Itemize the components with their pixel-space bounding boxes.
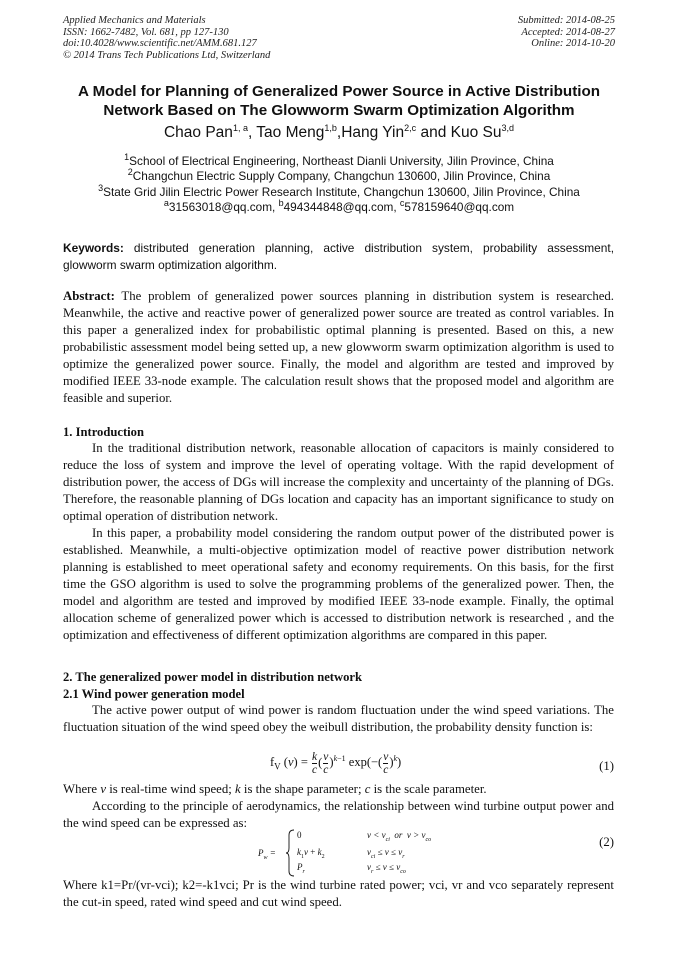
affiliation-3 [40,182,638,200]
title-line-2: Network Based on The Glowworm Swarm Optimization Algorithm [103,102,575,119]
where-paragraph-2 [63,877,614,911]
var-c: c [364,782,371,796]
affil-sup: 3 [98,182,104,193]
paper-page: Applied Mechanics and Materials ISSN: 1662-7482, Vol. 681, pp 127-130 doi:10.4028/www.scientific.net/AMM.681.127 © 2014 Trans Tech Publications Ltd, Switzerland Submitted: 2014-08-25 Accepted: 2014-08-27 Online: 2014-10-20 A Model for Planning of Generalized Power Source in Active Distribution Network Based on The Glowworm Swarm Optimization Algorithm Chao Pan$^{1, a}$, Tao Meng$^{1,b}$,Hang Yin$^{2,c}$ and Kuo Su$^{3,d}$ $^1$School of Electrical Engineering, Northeast Dianli University, Jilin Province, China $^2$Changchun Electric Supply Company, Changchun 130600, Jilin Province, China $^3$State Grid Jilin Electric Power Research Institute, Changchun 130600, Jilin Province, China $^a$31563018@qq.com, $^b$494344848@qq.com, $^c$578159640@qq.com Keywords: distributed generation planning, active distribution system, probability assessment, glowworm swarm optimization algorithm. Abstract: The problem of generalized power sources planning in distribution system is researched. Meanwhile, the active and reactive power of generalized power source are treated as control variables. In this paper a generalized index for probabilistic optimal planning is presented. Based on this, a new probabilistic assessment model being setted up, a new glowworm swarm optimization algorithm is used to optimize the generalized power source. Finally, the model and algorithm are tested and improved by modified IEEE 33-node example. The calculation result shows that the proposed model and algorithm are feasible and superior. 1. Introduction In the traditional distribution network, reasonable allocation of capacitors is mainly considered to reduce the loss of system and improve the level of operating voltage. With the rapid development of distribution power, the access of DGs will increase the complexity and uncertainty of the planning of DGs. Therefore, the reasonable planning of DGs location and capacity has an important significance to study on optimal operation of distribution network. In this paper, a probability model considering the random output power of the distributed power is established. Meanwhile, a multi-objective optimization model of reactive power distribution network planning is established to meet operational safety and economy requirements. On this basis, for the first time the GSO algorithm is used to solve the programming problems of the generalized power. Then, the model and algorithm are tested and improved by modified IEEE 33-node example. Finally, the optimal allocation scheme of generalized power which is accessed to distribution network is researched , and the optimization and effectiveness of different optimization algorithms are compared in this paper. 2. The generalized power model in distribution network 2.1 Wind power generation model The active power output of wind power is random fluctuation under the wind speed variations. The fluctuation situation of the wind speed obey the weibull distribution, the probability density function is: $f_V$ (v) = $\frac{k}{c}$ ( $\frac{v}{c}$ )$^{k-1}$ exp(−( $\frac{v}{c}$ )$^k$) (1) Where v is real-time wind speed; k is the shape parameter; c is the scale parameter. According to the principle of aerodynamics, the relationship between wind turbine output power and the wind speed can be expressed as: $P_w$ = 0 $k_1v + k_2$ $P_r$ $v < v_{ci}$ or $v > v_{co}$ $v_{ci} \le v \le v_r$ $v_r \le v \le v_{co}$ (2) Where k1=Pr/(vr-vci); k2=-k1vci; Pr is the wind turbine rated power; vci, vr and vco separately represent the cut-in speed, rated wind speed and cut wind speed. [0,0,678,959]
where-paragraph-1 [63,781,614,832]
accepted-date: Accepted: 2014-08-27 [521,26,615,38]
doi-line: doi:10.4028/www.scientific.net/AMM.681.127 [63,38,257,50]
email-line: $^a$31563018@qq.com, $^b$494344848@qq.com, $^c$578159640@qq.com [163,197,515,214]
var-v: v [100,782,106,796]
section-heading-introduction: 1. Introduction [63,425,144,439]
intro-paragraph-1: In the traditional distribution network, reasonable allocation of capacitors is mainly considered to reduce the loss of system and improve the level of operating voltage. With the rapid development of distribution power, the access of DGs will increase the complexity and uncertainty of the planning of DGs. Therefore, the reasonable planning of DGs location and capacity has an important significance to study on optimal operation of distribution network. [63,441,614,523]
email-link[interactable]: 494344848@qq.com [283,199,394,214]
equation-2-number: (2) [599,835,614,849]
journal-header [63,15,270,61]
author-sup: 3,d [501,122,514,133]
where-text: is the shape parameter; [240,782,365,796]
abstract [63,288,614,407]
abstract-label: Abstract: [63,289,115,303]
wind-text: The active power output of wind power is random fluctuation under the wind speed variations. The fluctuation situation of the wind speed obey the weibull distribution, the probability density function is: [63,703,614,734]
equation-brace [286,829,296,877]
affil-sup: 1 [124,152,130,163]
author-sup: 1,b [324,122,337,133]
abstract-text: The problem of generalized power sources planning in distribution system is researched. Meanwhile, the active and reactive power of generalized power source are treated as control variables. In this paper a generalized index for probabilistic optimal planning is presented. Based on this, a new probabilistic assessment model being setted up, a new glowworm swarm optimization algorithm is used to optimize the generalized power source. Finally, the model and algorithm are tested and improved by modified IEEE 33-node example. The calculation result shows that the proposed model and algorithm are feasible and superior. [63,289,614,405]
section-heading-model: 2. The generalized power model in distribution network [63,670,362,684]
online-date: Online: 2014-10-20 [531,38,615,50]
where-text: is the scale parameter. [370,782,487,796]
affil-text: School of Electrical Engineering, Northeast Dianli University, Jilin Province, China [129,154,554,168]
email-sup: c [399,197,405,208]
introduction-body [63,440,614,644]
equation-1: $f_V$ (v) = $\frac{k}{c}$ ( $\frac{v}{c}$ )$^{k-1}$ exp(−( $\frac{v}{c}$ )$^k$) [270,751,402,776]
keywords [63,240,614,273]
keywords-label: Keywords: [63,241,124,255]
aero-paragraph: According to the principle of aerodynamics, the relationship between wind turbine output power and the wind speed can be expressed as: [63,799,614,830]
affil-sup: 2 [127,167,133,178]
intro-paragraph-2: In this paper, a probability model considering the random output power of the distributed power is established. Meanwhile, a multi-objective optimization model of reactive power distribution network planning is established to meet operational safety and economy requirements. On this basis, for the first time the GSO algorithm is used to solve the programming problems of the generalized power. Then, the model and algorithm are tested and improved by modified IEEE 33-node example. Finally, the optimal allocation scheme of generalized power which is accessed to distribution network is researched , and the optimization and effectiveness of different optimization algorithms are compared in this paper. [63,526,614,642]
email-sup: a [163,197,169,208]
email-link[interactable]: 31563018@qq.com [168,199,273,214]
title-line-1: A Model for Planning of Generalized Power Source in Active Distribution [77,83,601,100]
copyright-line: © 2014 Trans Tech Publications Ltd, Switzerland [63,49,271,61]
author-name: Hang Yin [341,124,405,141]
where-text: Where [63,782,101,796]
affiliations [40,154,638,215]
keywords-text: distributed generation planning, active distribution system, probability assessment, glowworm swarm optimization algorithm. [63,241,614,272]
author-sup: 2,c [404,122,417,133]
equation-1-number: (1) [599,759,614,773]
paper-title [40,82,638,120]
var-k: k [235,782,241,796]
author-name: Chao Pan [163,124,233,141]
author-list: Chao Pan$^{1, a}$, Tao Meng$^{1,b}$,Hang Yin$^{2,c}$ and Kuo Su$^{3,d}$ [163,122,514,141]
affil-text: Changchun Electric Supply Company, Changchun 130600, Jilin Province, China [132,169,551,184]
wind-paragraph-1 [63,702,614,736]
journal-name: Applied Mechanics and Materials [63,15,206,26]
subsection-heading-wind: 2.1 Wind power generation model [63,687,245,701]
affil-text: State Grid Jilin Electric Power Research Institute, Changchun 130600, Jilin Province, China [103,184,580,199]
author-sup: 1, a [232,122,248,133]
email-link[interactable]: 578159640@qq.com [404,199,515,214]
submitted-date: Submitted: 2014-08-25 [517,15,615,26]
dates-header [518,15,615,50]
affiliation-2 [40,169,638,184]
issn-line: ISSN: 1662-7482, Vol. 681, pp 127-130 [63,26,229,38]
where-text: is real-time wind speed; [106,782,235,796]
author-name: Kuo Su [450,124,502,141]
email-sup: b [278,197,284,208]
author-name: Tao Meng [256,124,325,141]
where2-text: Where k1=Pr/(vr-vci); k2=-k1vci; Pr is the wind turbine rated power; vci, vr and vco separately represent the cut-in speed, rated wind speed and cut wind speed. [63,878,614,909]
